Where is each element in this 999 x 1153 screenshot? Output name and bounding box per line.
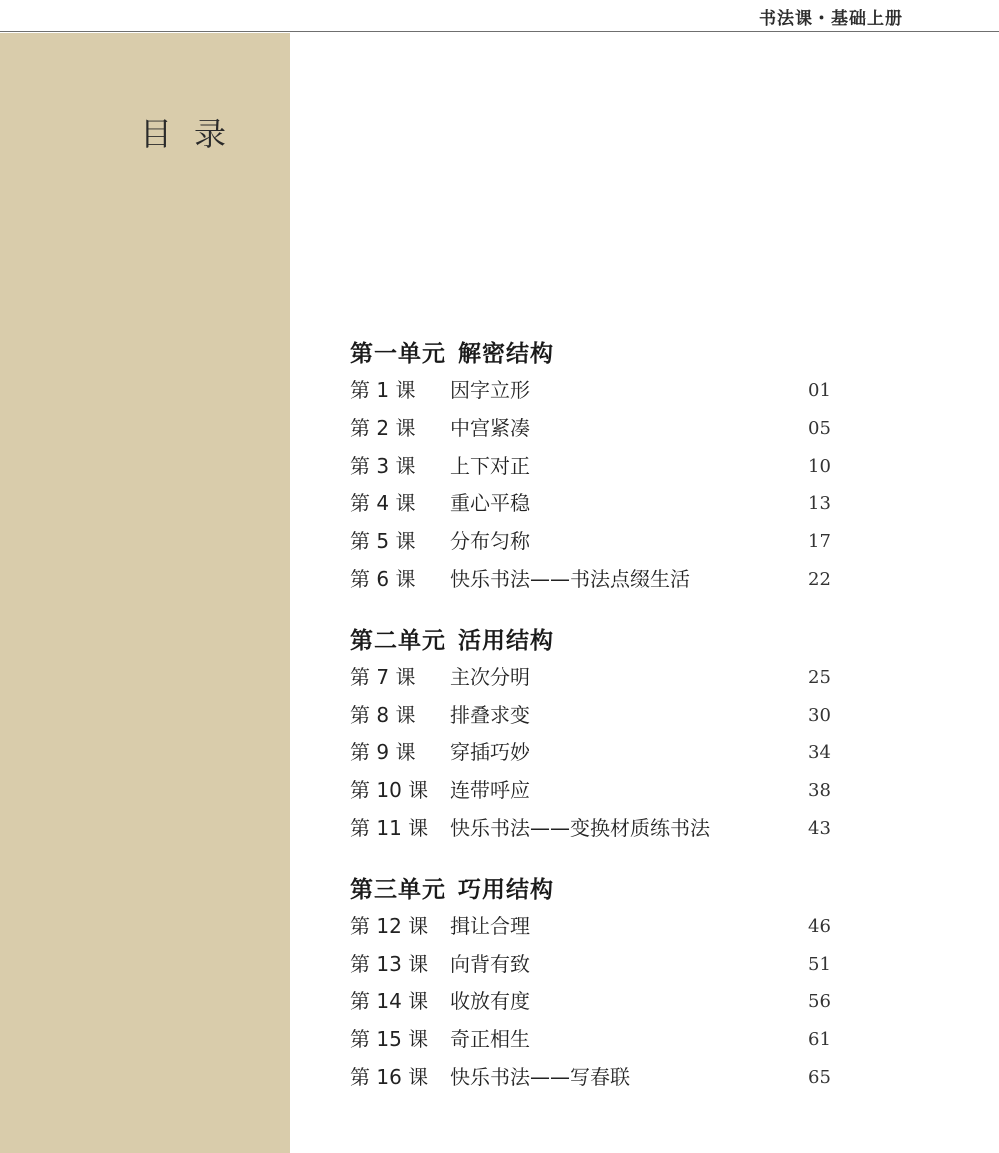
toc-entry[interactable] (350, 908, 850, 946)
toc-entry[interactable] (350, 410, 850, 448)
unit-heading (350, 623, 850, 659)
lesson-title: 快乐书法——变换材质练书法 (450, 815, 710, 840)
toc-entry[interactable] (350, 946, 850, 984)
unit-label: 第二单元 (350, 626, 446, 654)
toc-entry[interactable] (350, 983, 850, 1021)
page-number: 46 (808, 915, 831, 937)
page-number: 38 (808, 780, 831, 802)
unit-1 (350, 336, 850, 599)
lesson-title: 穿插巧妙 (450, 740, 530, 765)
lesson-number: 第 16 课 (350, 1064, 429, 1089)
lesson-number: 第 3 课 (350, 453, 416, 478)
lesson-number: 第 5 课 (350, 529, 416, 554)
page-number: 01 (808, 380, 831, 401)
toc-title: 目录 (140, 115, 249, 153)
lesson-number: 第 13 课 (350, 951, 429, 976)
lesson-number: 第 8 课 (350, 702, 416, 727)
lesson-title: 向背有致 (450, 951, 530, 976)
unit-name: 解密结构 (458, 340, 554, 367)
toc-entry[interactable] (350, 561, 850, 599)
lesson-title: 上下对正 (450, 453, 530, 478)
unit-label: 第一单元 (350, 340, 446, 367)
lesson-number: 第 1 课 (350, 378, 416, 402)
unit-3 (350, 872, 850, 1097)
lesson-number: 第 2 课 (350, 415, 416, 440)
lesson-title: 奇正相生 (450, 1027, 530, 1052)
lesson-number: 第 7 课 (350, 664, 416, 689)
page-number: 17 (808, 531, 831, 553)
lesson-title: 主次分明 (450, 664, 530, 689)
lesson-number: 第 9 课 (350, 740, 416, 765)
page-number: 56 (808, 991, 831, 1013)
lesson-title: 排叠求变 (450, 702, 530, 727)
unit-name: 巧用结构 (458, 875, 554, 903)
lesson-title: 因字立形 (450, 378, 530, 402)
page-number: 61 (808, 1029, 831, 1051)
toc-entry[interactable] (350, 810, 850, 848)
lesson-number: 第 14 课 (350, 989, 429, 1014)
page-number: 05 (808, 417, 831, 439)
lesson-number: 第 12 课 (350, 913, 429, 938)
unit-heading (350, 336, 850, 372)
lesson-number: 第 15 课 (350, 1027, 429, 1052)
toc-entry[interactable] (350, 372, 850, 410)
toc-entry[interactable] (350, 772, 850, 810)
lesson-title: 快乐书法——写春联 (450, 1064, 630, 1089)
page-number: 43 (808, 817, 831, 839)
toc-entry[interactable] (350, 485, 850, 523)
unit-heading (350, 872, 850, 908)
lesson-title: 中宫紧凑 (450, 415, 530, 440)
lesson-number: 第 10 课 (350, 778, 429, 803)
table-of-contents (350, 336, 850, 1121)
lesson-title: 重心平稳 (450, 491, 530, 516)
unit-label: 第三单元 (350, 875, 446, 903)
unit-name: 活用结构 (458, 626, 554, 654)
unit-2 (350, 623, 850, 848)
toc-entry[interactable] (350, 523, 850, 561)
page-number: 22 (808, 568, 831, 590)
toc-entry[interactable] (350, 1059, 850, 1097)
lesson-title: 快乐书法——书法点缀生活 (450, 566, 690, 591)
page-number: 13 (808, 493, 831, 515)
toc-entry[interactable] (350, 697, 850, 735)
lesson-number: 第 6 课 (350, 566, 416, 591)
page-number: 65 (808, 1066, 831, 1088)
toc-entry[interactable] (350, 734, 850, 772)
toc-entry[interactable] (350, 448, 850, 486)
page-number: 51 (808, 953, 831, 975)
header-rule (0, 31, 999, 32)
page-number: 34 (808, 742, 831, 764)
page-number: 25 (808, 666, 831, 688)
lesson-title: 连带呼应 (450, 778, 530, 803)
side-panel (0, 33, 290, 1153)
lesson-title: 分布匀称 (450, 529, 530, 554)
running-head: 书法课・基础上册 (759, 9, 903, 29)
lesson-title: 揖让合理 (450, 913, 530, 938)
lesson-number: 第 11 课 (350, 815, 429, 840)
page-number: 10 (808, 455, 831, 477)
page-number: 30 (808, 704, 831, 726)
lesson-number: 第 4 课 (350, 491, 416, 516)
toc-entry[interactable] (350, 1021, 850, 1059)
toc-entry[interactable] (350, 659, 850, 697)
lesson-title: 收放有度 (450, 989, 530, 1014)
